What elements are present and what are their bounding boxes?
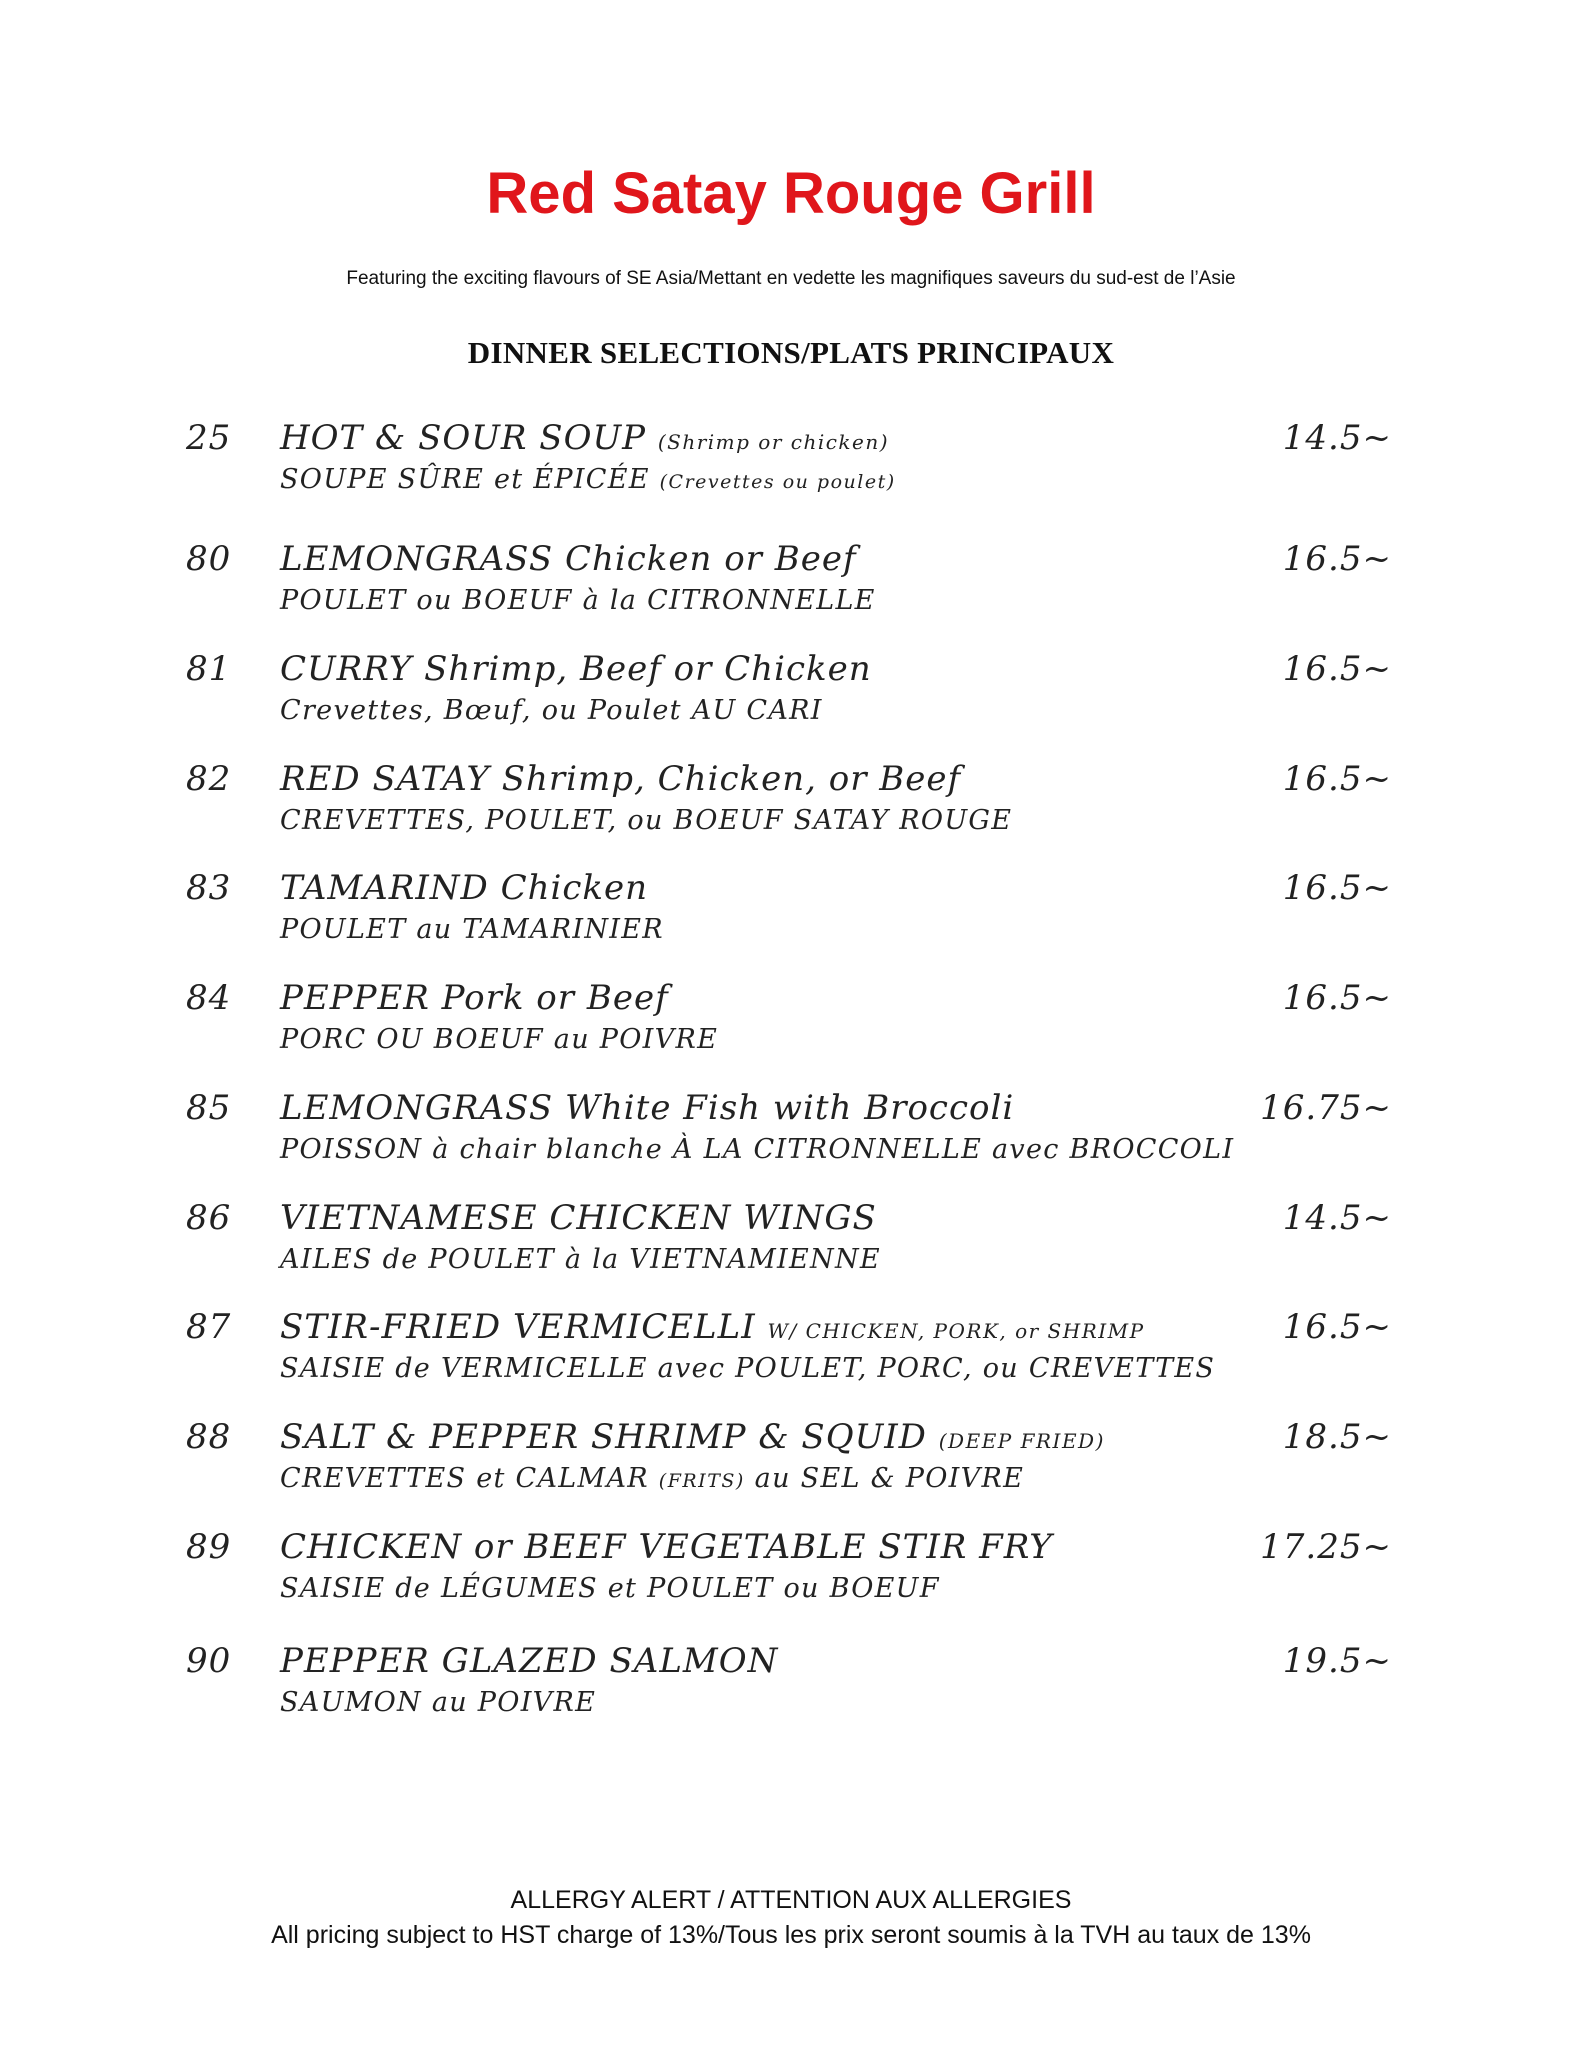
- menu-item: [0, 759, 1582, 849]
- menu-item: [0, 649, 1582, 739]
- item-name-en: CURRY Shrimp, Beef or Chicken: [280, 649, 872, 689]
- item-number: 25: [186, 418, 232, 458]
- menu-item: [0, 1198, 1582, 1288]
- item-name-fr: CREVETTES, POULET, ou BOEUF SATAY ROUGE: [280, 805, 1013, 836]
- menu-item: [0, 1088, 1582, 1178]
- menu-item: [0, 1417, 1582, 1507]
- item-number: 85: [186, 1088, 232, 1128]
- item-name-en: TAMARIND Chicken: [280, 868, 649, 908]
- item-name-fr: CREVETTES et CALMAR (FRITS) au SEL & POIVRE: [280, 1463, 1025, 1494]
- allergy-alert: ALLERGY ALERT / ATTENTION AUX ALLERGIES: [510, 1886, 1072, 1914]
- item-number: 90: [186, 1641, 232, 1681]
- item-name-fr: POULET ou BOEUF à la CITRONNELLE: [280, 585, 876, 616]
- item-name-fr: POULET au TAMARINIER: [280, 914, 664, 945]
- restaurant-title: Red Satay Rouge Grill: [486, 161, 1096, 226]
- item-price: 19.5~: [1282, 1641, 1392, 1681]
- item-price: 17.25~: [1260, 1527, 1392, 1567]
- item-price: 16.5~: [1282, 868, 1392, 908]
- item-price: 14.5~: [1282, 1198, 1392, 1238]
- item-number: 80: [186, 539, 232, 579]
- item-price: 16.75~: [1260, 1088, 1392, 1128]
- item-name-en: SALT & PEPPER SHRIMP & SQUID (DEEP FRIED): [280, 1417, 1105, 1457]
- item-name-fr: SAUMON au POIVRE: [280, 1687, 597, 1718]
- menu-item: [0, 1641, 1582, 1731]
- item-number: 82: [186, 759, 232, 799]
- menu-item: [0, 978, 1582, 1068]
- item-name-fr: Crevettes, Bœuf, ou Poulet AU CARI: [280, 695, 823, 726]
- item-name-en: LEMONGRASS Chicken or Beef: [280, 539, 857, 579]
- item-name-en: PEPPER GLAZED SALMON: [280, 1641, 779, 1681]
- item-number: 83: [186, 868, 232, 908]
- item-name-en: VIETNAMESE CHICKEN WINGS: [280, 1198, 877, 1238]
- item-price: 16.5~: [1282, 978, 1392, 1018]
- item-note-en: (DEEP FRIED): [938, 1429, 1105, 1453]
- item-name-en: HOT & SOUR SOUP (Shrimp or chicken): [280, 418, 890, 458]
- item-price: 16.5~: [1282, 1307, 1392, 1347]
- item-name-en: LEMONGRASS White Fish with Broccoli: [280, 1088, 1015, 1128]
- item-name-fr: POISSON à chair blanche À LA CITRONNELLE avec BROCCOLI: [280, 1134, 1235, 1165]
- item-note-en: W/ CHICKEN, PORK, or SHRIMP: [767, 1319, 1145, 1343]
- section-heading: DINNER SELECTIONS/PLATS PRINCIPAUX: [467, 335, 1115, 370]
- footer: [0, 1883, 1582, 1953]
- restaurant-tagline: Featuring the exciting flavours of SE Asia/Mettant en vedette les magnifiques saveurs du sud-est de l’Asie: [346, 268, 1236, 289]
- item-name-fr: AILES de POULET à la VIETNAMIENNE: [280, 1244, 881, 1275]
- pricing-note: All pricing subject to HST charge of 13%/Tous les prix seront soumis à la TVH au taux de 13%: [271, 1921, 1311, 1949]
- item-name-en: STIR-FRIED VERMICELLI W/ CHICKEN, PORK, or SHRIMP: [280, 1307, 1145, 1347]
- menu-item: [0, 1527, 1582, 1617]
- menu-item: [0, 868, 1582, 958]
- item-name-fr: PORC OU BOEUF au POIVRE: [280, 1024, 719, 1055]
- menu-item: [0, 1307, 1582, 1397]
- item-number: 81: [186, 649, 232, 689]
- item-price: 16.5~: [1282, 539, 1392, 579]
- item-number: 87: [186, 1307, 232, 1347]
- item-number: 86: [186, 1198, 232, 1238]
- item-number: 88: [186, 1417, 232, 1457]
- item-number: 89: [186, 1527, 232, 1567]
- item-name-en: RED SATAY Shrimp, Chicken, or Beef: [280, 759, 962, 799]
- item-name-en: CHICKEN or BEEF VEGETABLE STIR FRY: [280, 1527, 1053, 1567]
- item-price: 14.5~: [1282, 418, 1392, 458]
- item-price: 16.5~: [1282, 649, 1392, 689]
- item-note-fr: (Crevettes ou poulet): [659, 471, 896, 493]
- item-name-fr: SAISIE de VERMICELLE avec POULET, PORC, ou CREVETTES: [280, 1353, 1216, 1384]
- item-name-fr: SAISIE de LÉGUMES et POULET ou BOEUF: [280, 1573, 940, 1604]
- item-name-fr: SOUPE SÛRE et ÉPICÉE (Crevettes ou poulet): [280, 464, 896, 495]
- menu-item: [0, 539, 1582, 629]
- menu-item: [0, 418, 1582, 508]
- item-name-en: PEPPER Pork or Beef: [280, 978, 669, 1018]
- item-price: 18.5~: [1282, 1417, 1392, 1457]
- item-note-en: (Shrimp or chicken): [657, 430, 890, 454]
- item-note-fr: (FRITS): [658, 1470, 745, 1492]
- item-price: 16.5~: [1282, 759, 1392, 799]
- item-number: 84: [186, 978, 232, 1018]
